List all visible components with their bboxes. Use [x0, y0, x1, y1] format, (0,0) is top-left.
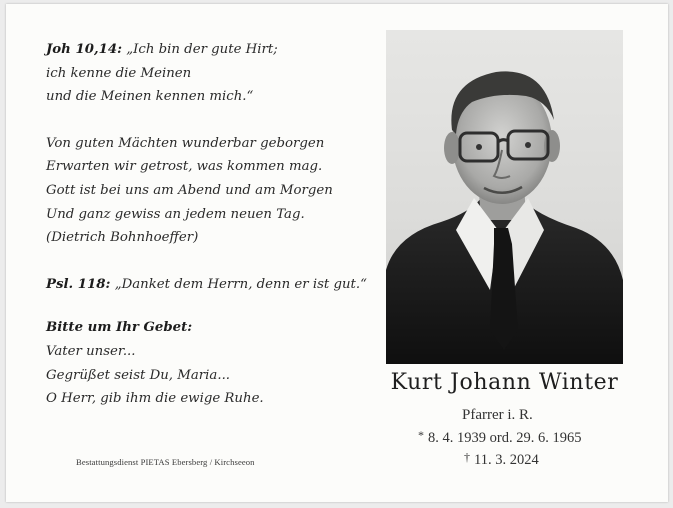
- verse-john-line-3: und die Meinen kennen mich.“: [46, 89, 254, 105]
- prayer-heading: Bitte um Ihr Gebet:: [46, 320, 193, 336]
- verse-john: [46, 38, 346, 109]
- poem-author: (Dietrich Bohnhoeffer): [46, 230, 199, 246]
- poem-line-2: Erwarten wir getrost, was kommen mag.: [46, 159, 323, 175]
- funeral-service-note: Bestattungsdienst PIETAS Ebersberg / Kirchseeon: [76, 457, 255, 467]
- portrait-illustration: [386, 30, 623, 364]
- poem-line-1: Von guten Mächten wunderbar geborgen: [46, 135, 325, 151]
- psalm-line: [46, 273, 367, 297]
- birth-ordination-text: 8. 4. 1939 ord. 29. 6. 1965: [428, 430, 582, 446]
- birth-star-icon: *: [418, 428, 424, 442]
- poem-line-4: Und ganz gewiss an jedem neuen Tag.: [46, 206, 305, 222]
- prayer-line-3: O Herr, gib ihm die ewige Ruhe.: [46, 391, 264, 407]
- poem-line-3: Gott ist bei uns am Abend und am Morgen: [46, 182, 333, 198]
- prayer-request: [46, 316, 346, 410]
- poem-bonhoeffer: [46, 132, 346, 250]
- memorial-card: [6, 4, 668, 502]
- psalm-text: „Danket dem Herrn, denn er ist gut.“: [114, 276, 367, 292]
- psalm-reference: Psl. 118:: [46, 276, 111, 292]
- death-date-line: [464, 450, 539, 469]
- death-date: 11. 3. 2024: [474, 452, 539, 468]
- verse-john-text-1: „Ich bin der gute Hirt;: [126, 42, 278, 57]
- deceased-title: Pfarrer i. R.: [462, 407, 533, 423]
- text-column: [46, 38, 367, 411]
- prayer-line-1: Vater unser...: [46, 343, 136, 359]
- birth-ordination-dates: [418, 428, 581, 447]
- verse-john-line-2: ich kenne die Meinen: [46, 65, 192, 81]
- portrait-photo: [386, 30, 623, 364]
- prayer-line-2: Gegrüßet seist Du, Maria...: [46, 367, 231, 383]
- verse-john-reference: Joh 10,14:: [46, 42, 123, 57]
- verse-john-line-1: [46, 38, 346, 62]
- psalm-verse: [46, 273, 367, 297]
- death-cross-icon: †: [464, 450, 470, 464]
- deceased-name: Kurt Johann Winter: [390, 370, 619, 395]
